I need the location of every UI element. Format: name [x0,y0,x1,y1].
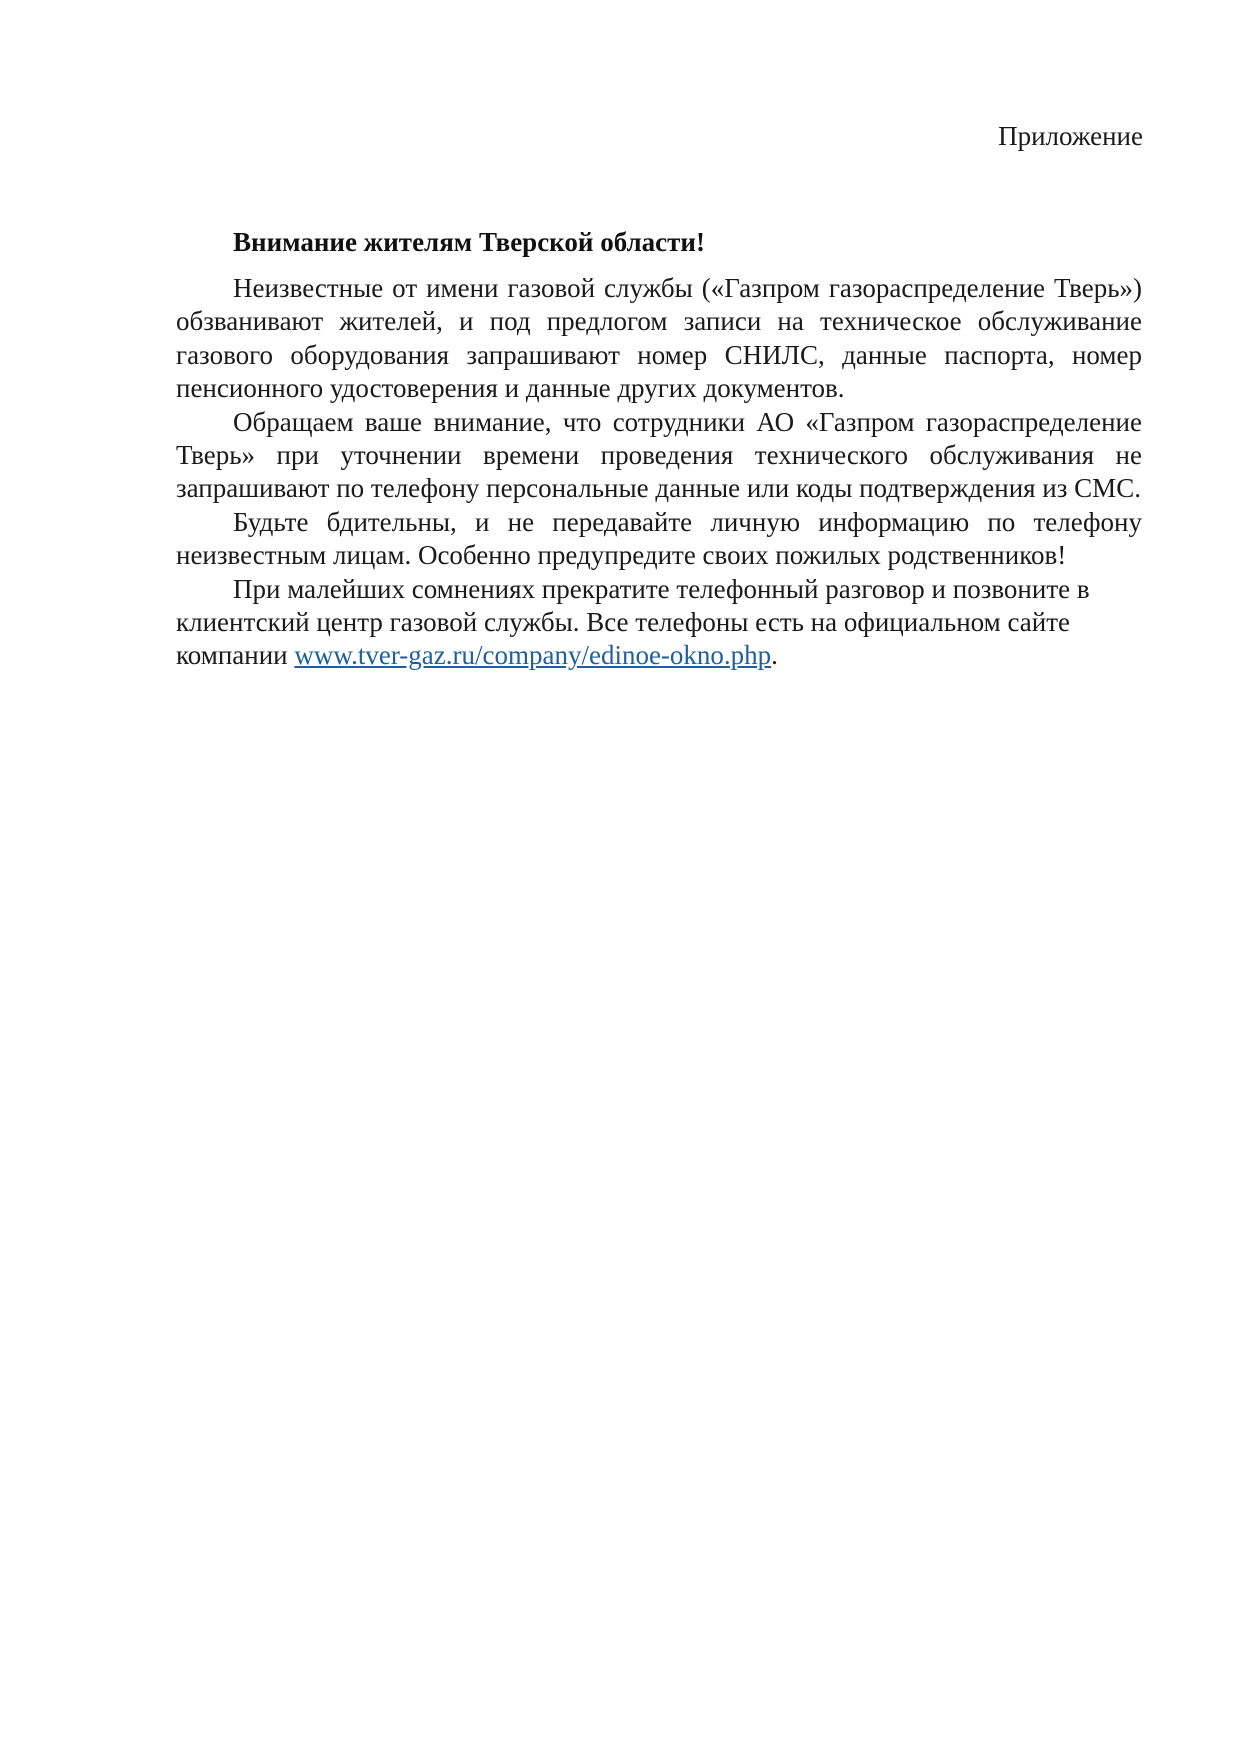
paragraph-company-policy: Обращаем ваше внимание, что сотрудники АО «Газпром газораспределение Тверь» при уточнении времени проведения технического обслуживания не запрашивают по телефону персональные данные или коды подтверждения из СМС. [176,406,1142,504]
notice-body [176,225,1142,673]
appendix-label: Приложение [998,121,1143,151]
paragraph-warning: Будьте бдительны, и не передавайте личную информацию по телефону неизвестным лицам. Особенно предупредите своих пожилых родственников! [176,506,1142,571]
paragraph-scam-description: Неизвестные от имени газовой службы («Газпром газораспределение Тверь») обзванивают жителей, и под предлогом записи на техническое обслуживание газового оборудования запрашивают номер СНИЛС, данные паспорта, номер пенсионного удостоверения и данные других документов. [176,273,1142,404]
notice-heading: Внимание жителям Тверской области! [233,227,705,257]
company-website-link[interactable]: www.tver-gaz.ru/company/edinoe-okno.php [294,640,772,671]
contact-info-trailing-period: . [771,640,778,671]
contact-info-text: При малейших сомнениях прекратите телефонный разговор и позвоните в клиентский центр газовой службы. Все телефоны есть на официальном сайте компании [176,573,1090,671]
paragraph-contact-info [176,573,1142,673]
